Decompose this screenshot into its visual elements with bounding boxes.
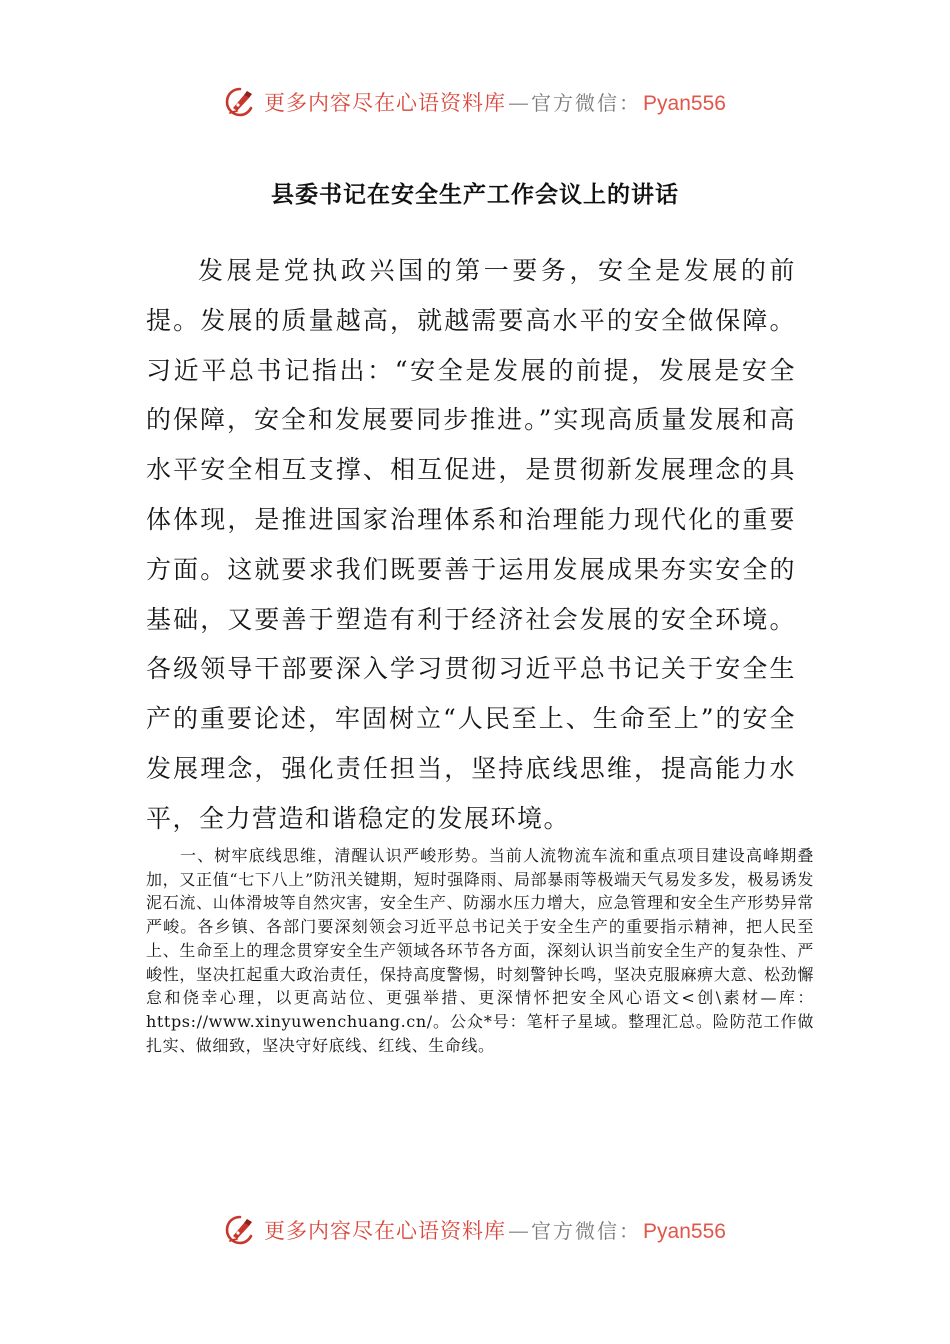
watermark-main-text: 更多内容尽在心语资料库 <box>264 1219 507 1243</box>
watermark-wechat-id: Pyan556 <box>643 92 726 115</box>
watermark-dash: — <box>508 91 530 115</box>
watermark-wechat-id: Pyan556 <box>643 1220 726 1243</box>
lead-paragraph: 发展是党执政兴国的第一要务，安全是发展的前提。发展的质量越高，就越需要高水平的安全做保障。习近平总书记指出：“安全是发展的前提，发展是安全的保障，安全和发展要同步推进。”实现高质量发展和高水平安全相互支撑、相互促进，是贯彻新发展理念的具体体现，是推进国家治理体系和治理能力现代化的重要方面。这就要求我们既要善于运用发展成果夯实安全的基础，又要善于塑造有利于经济社会发展的安全环境。各级领导干部要深入学习贯彻习近平总书记关于安全生产的重要论述，牢固树立“人民至上、生命至上”的安全发展理念，强化责任担当，坚持底线思维，提高能力水平，全力营造和谐稳定的发展环境。 <box>146 256 796 833</box>
pen-nib-swirl-icon <box>224 1214 256 1246</box>
watermark-footer <box>0 1208 950 1252</box>
watermark-dash: — <box>508 1219 530 1243</box>
watermark-main-text: 更多内容尽在心语资料库 <box>264 91 507 115</box>
section-one-paragraph: 一、树牢底线思维，清醒认识严峻形势。当前人流物流车流和重点项目建设高峰期叠加，又正值“七下八上”防汛关键期，短时强降雨、局部暴雨等极端天气易发多发，极易诱发泥石流、山体滑坡等自然灾害，安全生产、防溺水压力增大，应急管理和安全生产形势异常严峻。各乡镇、各部门要深刻领会习近平总书记关于安全生产的重要指示精神，把人民至上、生命至上的理念贯穿安全生产领域各环节各方面，深刻认识当前安全生产的复杂性、严峻性，坚决扛起重大政治责任，保持高度警惕，时刻警钟长鸣，坚决克服麻痹大意、松劲懈怠和侥幸心理，以更高站位、更强举措、更深情怀把安全风心语文<创\素材—库：https://www.xinyuwenchuang.cn/。公众*号：笔杆子星域。整理汇总。险防范工作做扎实、做细致，坚决守好底线、红线、生命线。 <box>146 846 814 1055</box>
pen-nib-swirl-icon <box>224 86 256 118</box>
watermark-label: 官方微信： <box>531 1219 642 1243</box>
watermark-label: 官方微信： <box>531 91 642 115</box>
watermark-header <box>0 80 950 124</box>
document-title: 县委书记在安全生产工作会议上的讲话 <box>271 181 679 208</box>
